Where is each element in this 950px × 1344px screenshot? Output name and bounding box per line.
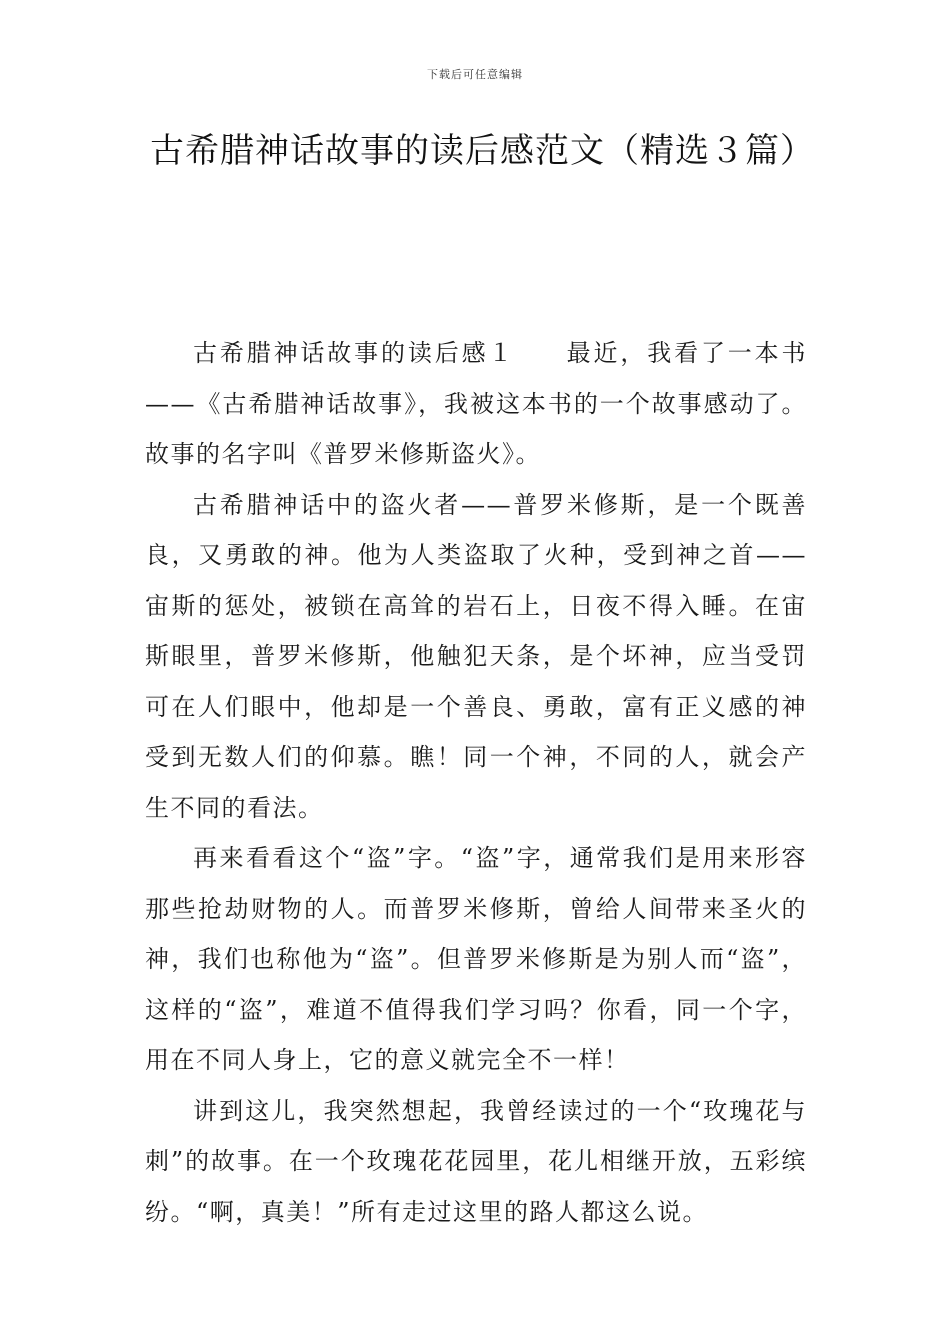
paragraph-4: 讲到这儿，我突然想起，我曾经读过的一个“玫瑰花与刺”的故事。在一个玫瑰花花园里，花儿相继开放，五彩缤纷。“啊，真美！”所有走过这里的路人都这么说。 <box>145 1096 807 1226</box>
paragraph-2: 古希腊神话中的盗火者——普罗米修斯，是一个既善良，又勇敢的神。他为人类盗取了火种，受到神之首——宙斯的惩处，被锁在高耸的岩石上，日夜不得入睡。在宙斯眼里，普罗米修斯，他触犯天条，是个坏神，应当受罚可在人们眼中，他却是一个善良、勇敢，富有正义感的神受到无数人们的仰慕。瞧！同一个神，不同的人，就会产生不同的看法。 <box>145 490 807 822</box>
document-body <box>145 328 807 1237</box>
paragraph-1 <box>145 328 807 480</box>
document-title: 古希腊神话故事的读后感范文（精选３篇） <box>150 131 815 171</box>
paragraph-text: 最近，我看了一本书——《古希腊神话故事》，我被这本书的一个故事感动了。故事的名字叫《普罗米修斯盗火》。 <box>145 339 808 468</box>
paragraph-3: 再来看看这个“盗”字。“盗”字，通常我们是用来形容那些抢劫财物的人。而普罗米修斯，曾给人间带来圣火的神，我们也称他为“盗”。但普罗米修斯是为别人而“盗”，这样的“盗”，难道不值得我们学习吗？你看，同一个字，用在不同人身上，它的意义就完全不一样！ <box>145 844 807 1074</box>
section-label: 古希腊神话故事的读后感１ <box>193 339 516 367</box>
header-note: 下载后可任意编辑 <box>427 68 523 81</box>
